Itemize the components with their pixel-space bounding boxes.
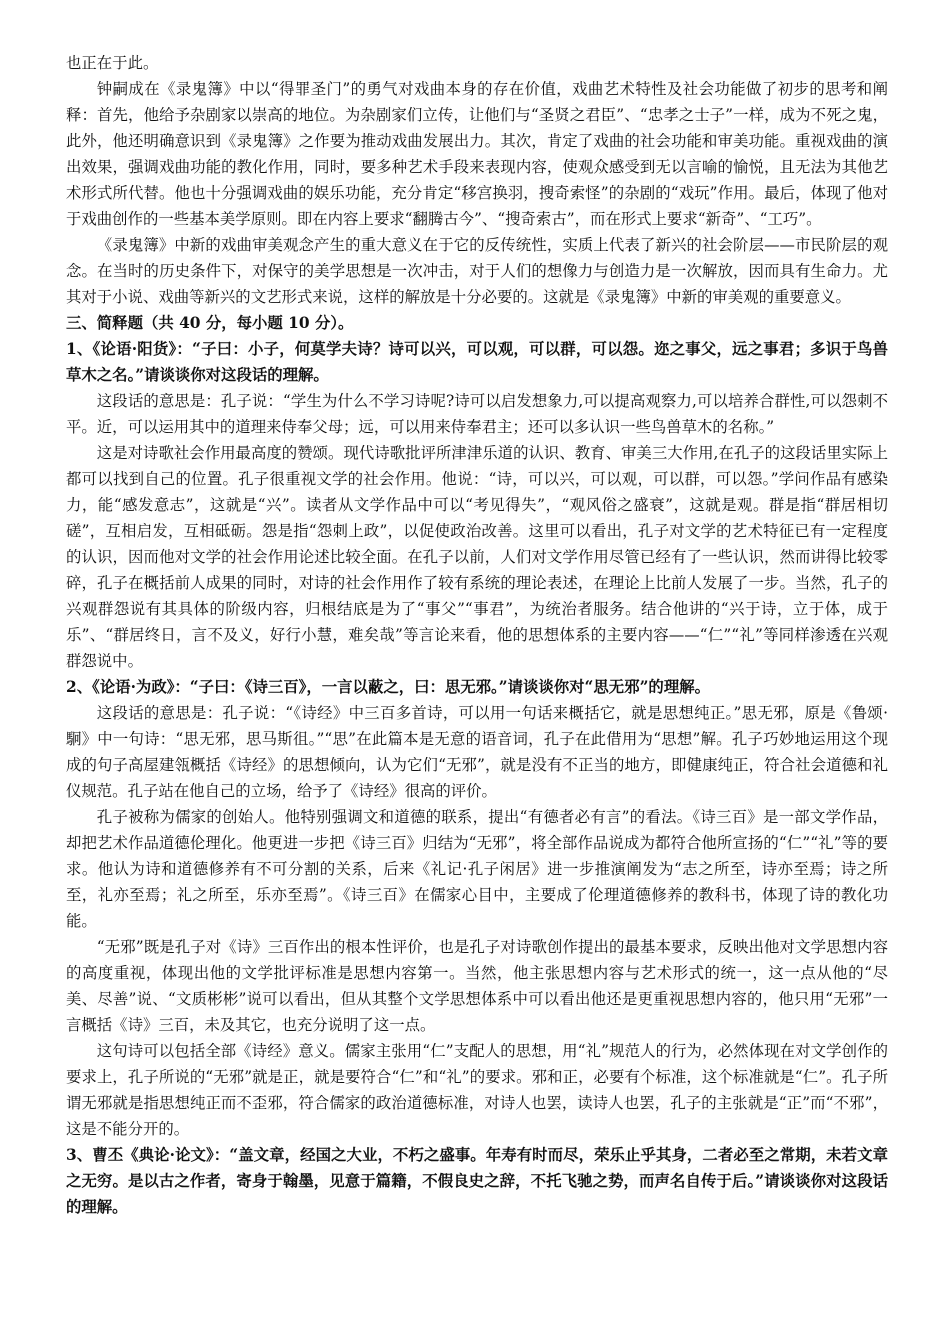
answer-2-meaning: 这段话的意思是：孔子说：“《诗经》中三百多首诗，可以用一句话来概括它，就是思想纯正。”思无邪，原是《鲁颂·駉》中一句诗：“思无邪，思马斯徂。”“思”在此篇本是无意的语音词，孔子在此借用为“思想”解。孔子巧妙地运用这个现成的句子高屋建瓴概括《诗经》的思想倾向，认为它们“无邪”，就是没有不正当的地方，即健康纯正，符合社会道德和礼仪规范。孔子站在他自己的立场，给予了《诗经》很高的评价。: [66, 704, 888, 800]
paragraph-continuation: 也正在于此。: [66, 54, 159, 72]
answer-1-analysis: 这是对诗歌社会作用最高度的赞颂。现代诗歌批评所津津乐道的认识、教育、审美三大作用,在孔子的这段话里实际上都可以找到自己的位置。孔子很重视文学的社会作用。他说：“诗，可以兴，可以观，可以群，可以怨。”学问作品有感染力，能“感发意志”，这就是“兴”。读者从文学作品中可以“考见得失”，“观风俗之盛衰”，这就是观。群是指“群居相切磋”，互相启发，互相砥砺。怨是指“怨刺上政”，以促使政治改善。这里可以看出，孔子对文学的艺术特征已有一定程度的认识，因而他对文学的社会作用论述比较全面。在孔子以前，人们对文学作用尽管已经有了一些认识，然而讲得比较零碎，孔子在概括前人成果的同时，对诗的社会作用作了较有系统的理论表述，在理论上比前人发展了一步。当然，孔子的兴观群怨说有其具体的阶级内容，归根结底是为了“事父”“事君”，为统治者服务。结合他讲的“兴于诗，立于体，成于乐”、“群居终日，言不及义，好行小慧，难矣哉”等言论来看，他的思想体系的主要内容——“仁”“礼”等同样渗透在兴观群怨说中。: [66, 444, 888, 670]
section-heading: 三、简释题（共 40 分，每小题 10 分）。: [66, 314, 354, 332]
question-3: 3、曹丕《典论·论文》：“盖文章，经国之大业，不朽之盛事。年寿有时而尽，荣乐止乎其身，二者必至之常期，未若文章之无穷。是以古之作者，寄身于翰墨，见意于篇籍，不假良史之辞，不托飞驰之势，而声名自传于后。”请谈谈你对这段话的理解。: [66, 1146, 888, 1216]
paragraph-lugui-significance: 《录鬼簿》中新的戏曲审美观念产生的重大意义在于它的反传统性，实质上代表了新兴的社会阶层——市民阶层的观念。在当时的历史条件下，对保守的美学思想是一次冲击，对于人们的想像力与创造力是一次解放，因而具有生命力。尤其对于小说、戏曲等新兴的文艺形式来说，这样的解放是十分必要的。这就是《录鬼簿》中新的审美观的重要意义。: [66, 236, 888, 306]
answer-2-ren-li: 这句诗可以包括全部《诗经》意义。儒家主张用“仁”支配人的思想，用“礼”规范人的行为，必然体现在对文学创作的要求上，孔子所说的“无邪”就是正，就是要符合“仁”和“礼”的要求。邪和正，必要有个标准，这个标准就是“仁”。孔子所谓无邪就是指思想纯正而不歪邪，符合儒家的政治道德标准，对诗人也罢，读诗人也罢，孔子的主张就是“正”而“不邪”，这是不能分开的。: [66, 1042, 888, 1138]
answer-1-meaning: 这段话的意思是：孔子说：“学生为什么不学习诗呢?诗可以启发想象力,可以提高观察力,可以培养合群性,可以怨刺不平。近，可以运用其中的道理来侍奉父母；远，可以用来侍奉君主；还可以多认识一些鸟兽草木的名称。”: [66, 392, 888, 436]
document-page: [66, 50, 888, 1220]
answer-2-wuxie: “无邪”既是孔子对《诗》三百作出的根本性评价，也是孔子对诗歌创作提出的最基本要求，反映出他对文学思想内容的高度重视，体现出他的文学批评标准是思想内容第一。当然，他主张思想内容与艺术形式的统一，这一点从他的“尽美、尽善”说、“文质彬彬”说可以看出，但从其整个文学思想体系中可以看出他还是更重视思想内容的，他只用“无邪”一言概括《诗》三百，未及其它，也充分说明了这一点。: [66, 938, 888, 1034]
paragraph-zhong-sicheng: 钟嗣成在《录鬼簿》中以“得罪圣门”的勇气对戏曲本身的存在价值，戏曲艺术特性及社会功能做了初步的思考和阐释：首先，他给予杂剧家以崇高的地位。为杂剧家们立传，让他们与“圣贤之君臣”、“忠孝之士子”一样，成为不死之鬼，此外，他还明确意识到《录鬼簿》之作要为推动戏曲发展出力。其次，肯定了戏曲的社会功能和审美功能。重视戏曲的演出效果，强调戏曲功能的教化作用，同时，要多种艺术手段来表现内容，使观众感受到无以言喻的愉悦，且无法为其他艺术形式所代替。他也十分强调戏曲的娱乐功能，充分肯定“移宫换羽，搜奇索怪”的杂剧的“戏玩”作用。最后，体现了他对于戏曲创作的一些基本美学原则。即在内容上要求“翻腾古今”、“搜奇索古”，而在形式上要求“新奇”、“工巧”。: [66, 80, 888, 228]
answer-2-confucius: 孔子被称为儒家的创始人。他特别强调文和道德的联系，提出“有德者必有言”的看法。《诗三百》是一部文学作品，却把艺术作品道德伦理化。他更进一步把《诗三百》归结为“无邪”，将全部作品说成为都符合他所宣扬的“仁”“礼”等的要求。他认为诗和道德修养有不可分割的关系，后来《礼记·孔子闲居》进一步推演阐发为“志之所至，诗亦至焉；诗之所至，礼亦至焉；礼之所至，乐亦至焉”。《诗三百》在儒家心目中，主要成了伦理道德修养的教科书，体现了诗的教化功能。: [66, 808, 888, 930]
question-2: 2、《论语·为政》：“子曰：《诗三百》，一言以蔽之，曰：思无邪。”请谈谈你对“思无邪”的理解。: [66, 678, 710, 696]
question-1: 1、《论语·阳货》：“子曰：小子，何莫学夫诗？诗可以兴，可以观，可以群，可以怨。迩之事父，远之事君；多识于鸟兽草木之名。”请谈谈你对这段话的理解。: [66, 340, 888, 384]
